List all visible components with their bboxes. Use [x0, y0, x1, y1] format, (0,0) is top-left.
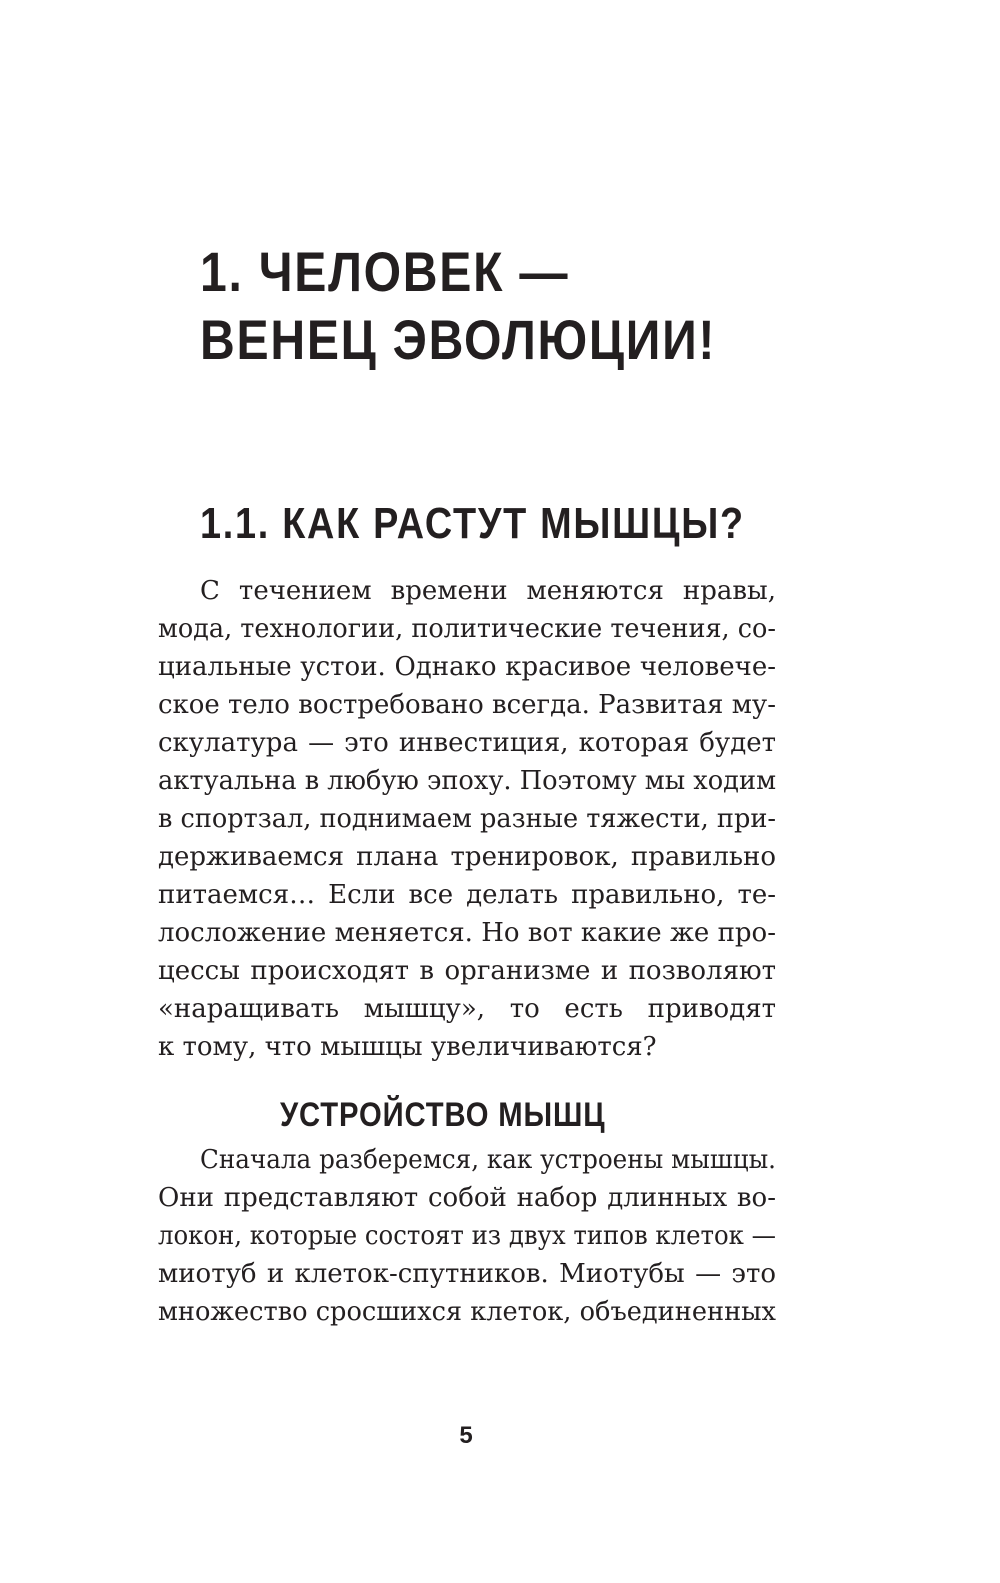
text-line: Они представляют собой набор длинных во-	[158, 1183, 776, 1213]
section-title: 1.1. КАК РАСТУТ МЫШЦЫ?	[200, 499, 745, 548]
text-line: актуальна в любую эпоху. Поэтому мы ходим	[158, 766, 777, 796]
text-line: держиваемся плана тренировок, правильно	[158, 842, 776, 872]
text-line: скулатура — это инвестиция, которая будет	[158, 728, 776, 758]
chapter-title-line-1: 1. ЧЕЛОВЕК —	[200, 240, 570, 303]
paragraph-1	[158, 572, 776, 1066]
text-line: мода, технологии, политические течения, со-	[158, 614, 777, 644]
text-line: С течением времени меняются нравы,	[200, 576, 776, 606]
text-line: ское тело востребовано всегда. Развитая му-	[158, 690, 776, 720]
text-line: лосложение меняется. Но вот какие же про-	[158, 918, 776, 948]
subsection-title: УСТРОЙСТВО МЫШЦ	[280, 1096, 606, 1134]
page-number: 5	[459, 1422, 473, 1449]
text-line: «наращивать мышцу», то есть приводят	[158, 994, 776, 1024]
text-line: множество сросшихся клеток, объединенных	[158, 1297, 777, 1327]
text-line: в спортзал, поднимаем разные тяжести, при-	[158, 804, 777, 834]
paragraph-2	[158, 1141, 776, 1331]
text-line: локон, которые состоят из двух типов клеток —	[158, 1221, 776, 1251]
text-line: к тому, что мышцы увеличиваются?	[158, 1032, 657, 1062]
chapter-title	[200, 238, 750, 374]
text-line: Сначала разберемся, как устроены мышцы.	[200, 1145, 777, 1175]
text-line: цессы происходят в организме и позволяют	[158, 956, 776, 986]
text-line: питаемся… Если все делать правильно, те-	[158, 880, 776, 910]
text-line: миотуб и клеток-спутников. Миотубы — это	[158, 1259, 776, 1289]
text-line: циальные устои. Однако красивое человече-	[158, 652, 776, 682]
chapter-title-line-2: ВЕНЕЦ ЭВОЛЮЦИИ!	[200, 308, 717, 371]
